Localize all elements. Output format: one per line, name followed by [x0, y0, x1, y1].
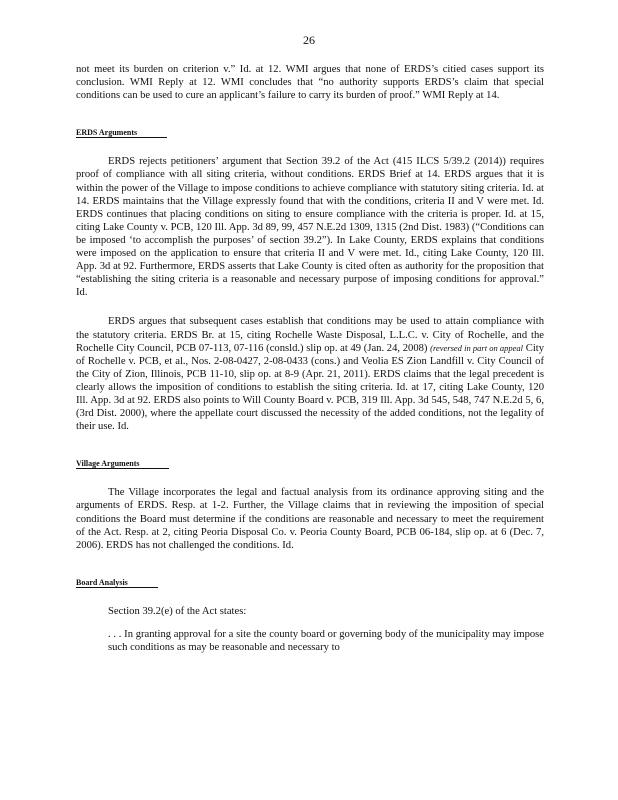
statute-quote: . . . In granting approval for a site the county board or governing body of the municipality may impose such conditions as may be reasonable and necessary to	[108, 629, 544, 654]
intro-paragraph: not meet its burden on criterion v.” Id. at 12. WMI argues that none of ERDS’s citied cases support its conclusion. WMI Reply at 12. WMI concludes that “no authority supports ERDS’s claim that special conditions can be used to cure an applicant’s failure to carry its burden of proof.” WMI Reply at 14.	[76, 64, 544, 102]
erds-arguments-heading: ERDS Arguments	[76, 126, 167, 139]
reversed-note: (reversed in part on appeal	[430, 342, 524, 353]
board-analysis-heading: Board Analysis	[76, 576, 158, 589]
village-arguments-heading: Village Arguments	[76, 457, 169, 470]
page-number: 26	[303, 33, 315, 47]
erds-paragraph-2-part-a: ERDS argues that subsequent cases establish that conditions may be used to attain compliance with the statutory criteria. ERDS Br. at 15, citing Rochelle Waste Disposal, L.L.C. v. City of Rochelle, and the Rochelle City Council, PCB 07-113, 07-116 (consld.) slip op. at 49 (Jan. 24, 2008)	[76, 316, 544, 354]
document-body	[76, 63, 544, 654]
erds-paragraph-2-part-b: City of Rochelle v. PCB, et al., Nos. 2-08-0427, 2-08-0433 (cons.) and Veolia ES Zion Landfill v. City Council of the City of Zion, Illinois, PCB 11-10, slip op. at 8-9 (Apr. 21, 2011). ERDS claims that the legal precedent is clearly allows the imposition of conditions to establish the siting criteria. Id. at 17, citing Lake County, 120 Ill. App. 3d at 92. ERDS also points to Will County Board v. PCB, 319 Ill. App. 3d 545, 548, 747 N.E.2d 5, 6, (3rd Dist. 2000), where the appellate court discussed the necessity of the added conditions, not the legality of their use. Id.	[76, 342, 544, 433]
erds-paragraph-1: ERDS rejects petitioners’ argument that Section 39.2 of the Act (415 ILCS 5/39.2 (2014)) requires proof of compliance with all siting criteria, without conditions. ERDS Brief at 14. ERDS argues that it is within the power of the Village to impose conditions to achieve compliance with statutory siting criteria. Id. at 14. ERDS maintains that the Village expressly found that with the conditions, criteria II and V were met. Id. ERDS continues that placing conditions on siting to ensure compliance with the criteria is proper. Id. at 15, citing Lake County v. PCB, 120 Ill. App. 3d 89, 99, 457 N.E.2d 1309, 1315 (2nd Dist. 1983) (“Conditions can be imposed ‘to accomplish the purposes’ of section 39.2”). In Lake County, ERDS explains that conditions were imposed on the application to ensure that criteria II and V were met. Id., citing Lake County, 120 Ill. App. 3d at 92. Furthermore, ERDS asserts that Lake County is cited often as authority for the proposition that “establishing the siting criteria is a reasonable and necessary purpose of imposing conditions for approval.” Id.	[76, 156, 544, 299]
village-paragraph: The Village incorporates the legal and factual analysis from its ordinance approving siting and the arguments of ERDS. Resp. at 1-2. Further, the Village claims that in reviewing the imposition of special conditions the Board must determine if the conditions are reasonable and necessary to meet the requirement of the Act. Resp. at 2, citing Peoria Disposal Co. v. Peoria County Board, PCB 06-184, slip op. at 6 (Dec. 7, 2006). ERDS has not challenged the conditions. Id.	[76, 487, 544, 551]
board-paragraph: Section 39.2(e) of the Act states:	[108, 605, 247, 617]
erds-paragraph-2	[76, 315, 544, 433]
